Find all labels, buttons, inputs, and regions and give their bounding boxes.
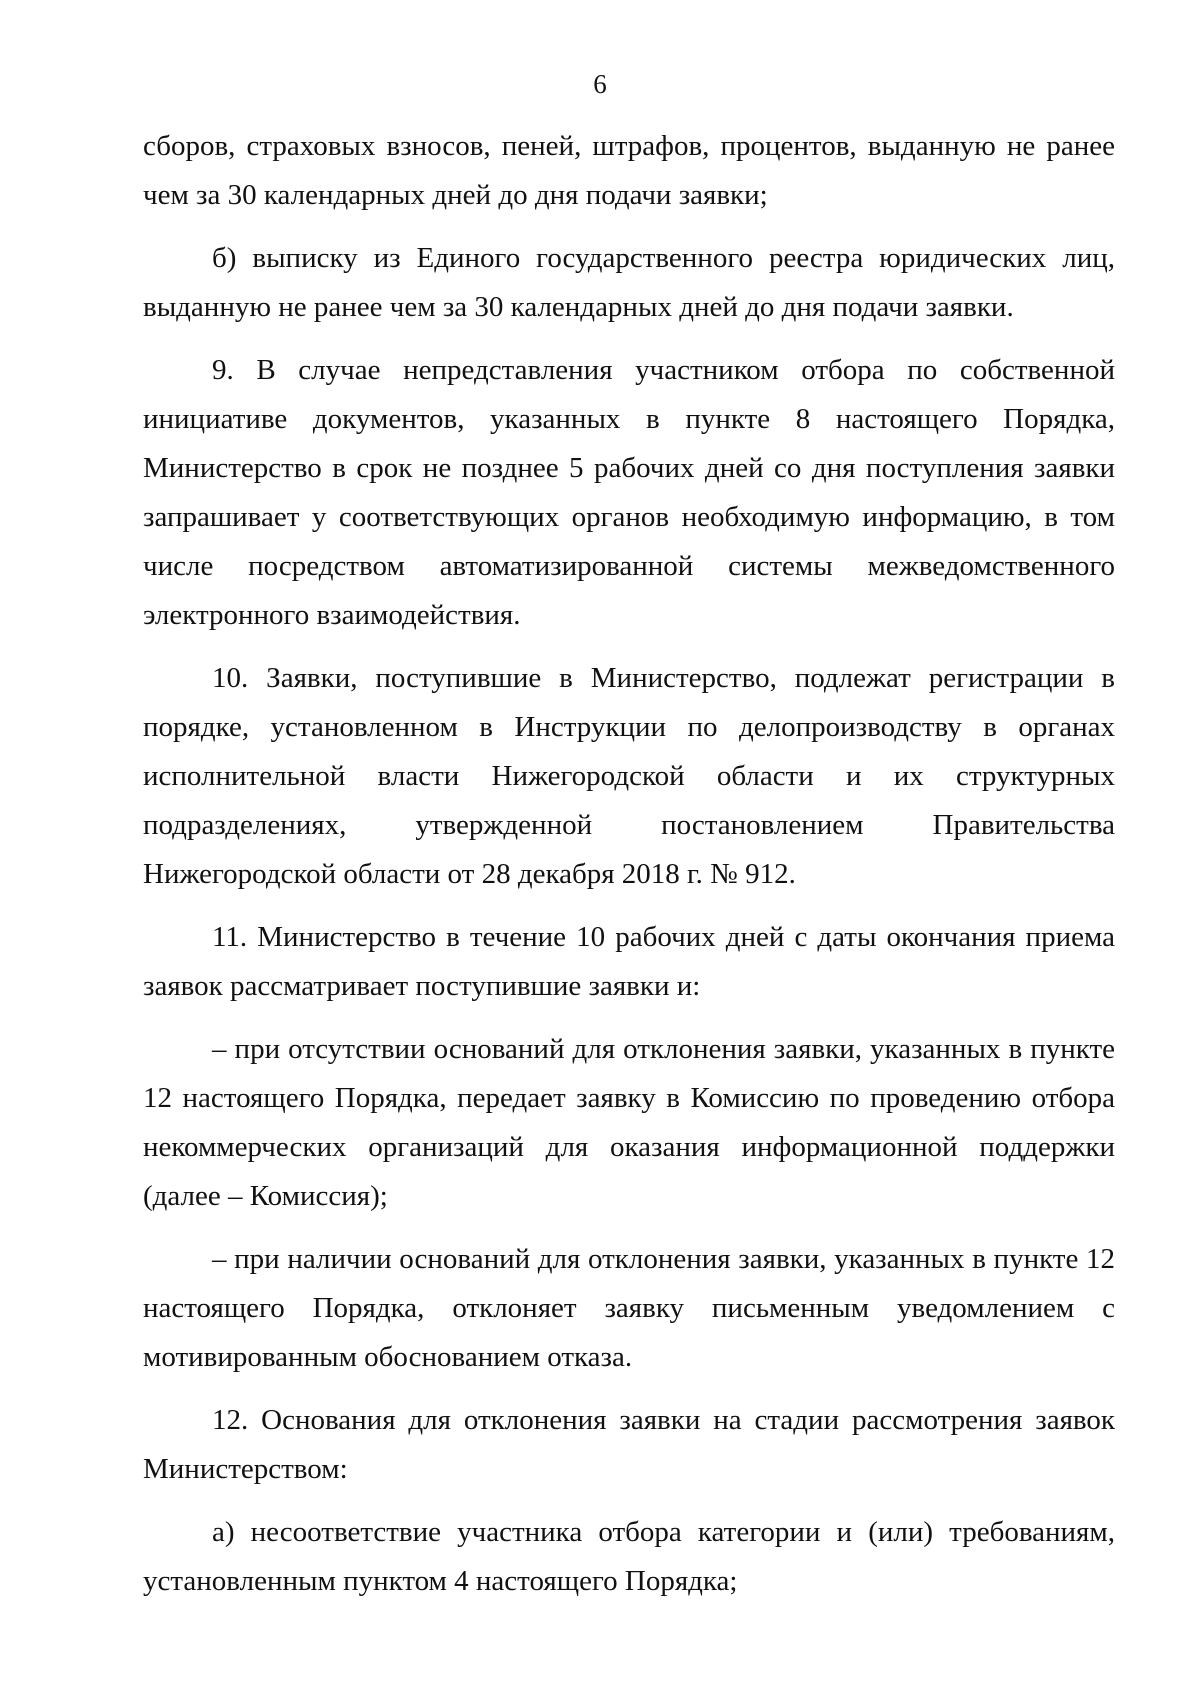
paragraph-clause-12: 12. Основания для отклонения заявки на стадии рассмотрения заявок Министерством: xyxy=(143,1404,1115,1485)
page-number: 6 xyxy=(593,69,607,99)
paragraph-clause-11-item-2: – при наличии оснований для отклонения заявки, указанных в пункте 12 настоящего Порядка, отклоняет заявку письменным уведомлением с мотивированным обоснованием отказа. xyxy=(143,1243,1115,1373)
paragraph-item-b: б) выписку из Единого государственного реестра юридических лиц, выданную не ранее чем за 30 календарных дней до дня подачи заявки. xyxy=(143,242,1115,323)
document-body xyxy=(143,122,1115,1620)
paragraph-clause-9: 9. В случае непредставления участником отбора по собственной инициативе документов, указанных в пункте 8 настоящего Порядка, Министерство в срок не позднее 5 рабочих дней со дня поступления заявки запрашивает у соответствующих органов необходимую информацию, в том числе посредством автоматизированной системы межведомственного электронного взаимодействия. xyxy=(143,354,1115,631)
paragraph-clause-12-item-a: а) несоответствие участника отбора категории и (или) требованиям, установленным пунктом 4 настоящего Порядка; xyxy=(143,1516,1115,1597)
paragraph-clause-11-item-1: – при отсутствии оснований для отклонения заявки, указанных в пункте 12 настоящего Порядка, передает заявку в Комиссию по проведению отбора некоммерческих организаций для оказания информационной поддержки (далее – Комиссия); xyxy=(143,1033,1115,1212)
paragraph-clause-10: 10. Заявки, поступившие в Министерство, подлежат регистрации в порядке, установленном в Инструкции по делопроизводству в органах исполнительной власти Нижегородской области и их структурных подразделениях, утвержденной постановлением Правительства Нижегородской области от 28 декабря 2018 г. № 912. xyxy=(143,662,1115,890)
paragraph-continuation: сборов, страховых взносов, пеней, штрафов, процентов, выданную не ранее чем за 30 календарных дней до дня подачи заявки; xyxy=(143,130,1115,211)
paragraph-clause-11: 11. Министерство в течение 10 рабочих дней с даты окончания приема заявок рассматривает поступившие заявки и: xyxy=(143,921,1115,1002)
